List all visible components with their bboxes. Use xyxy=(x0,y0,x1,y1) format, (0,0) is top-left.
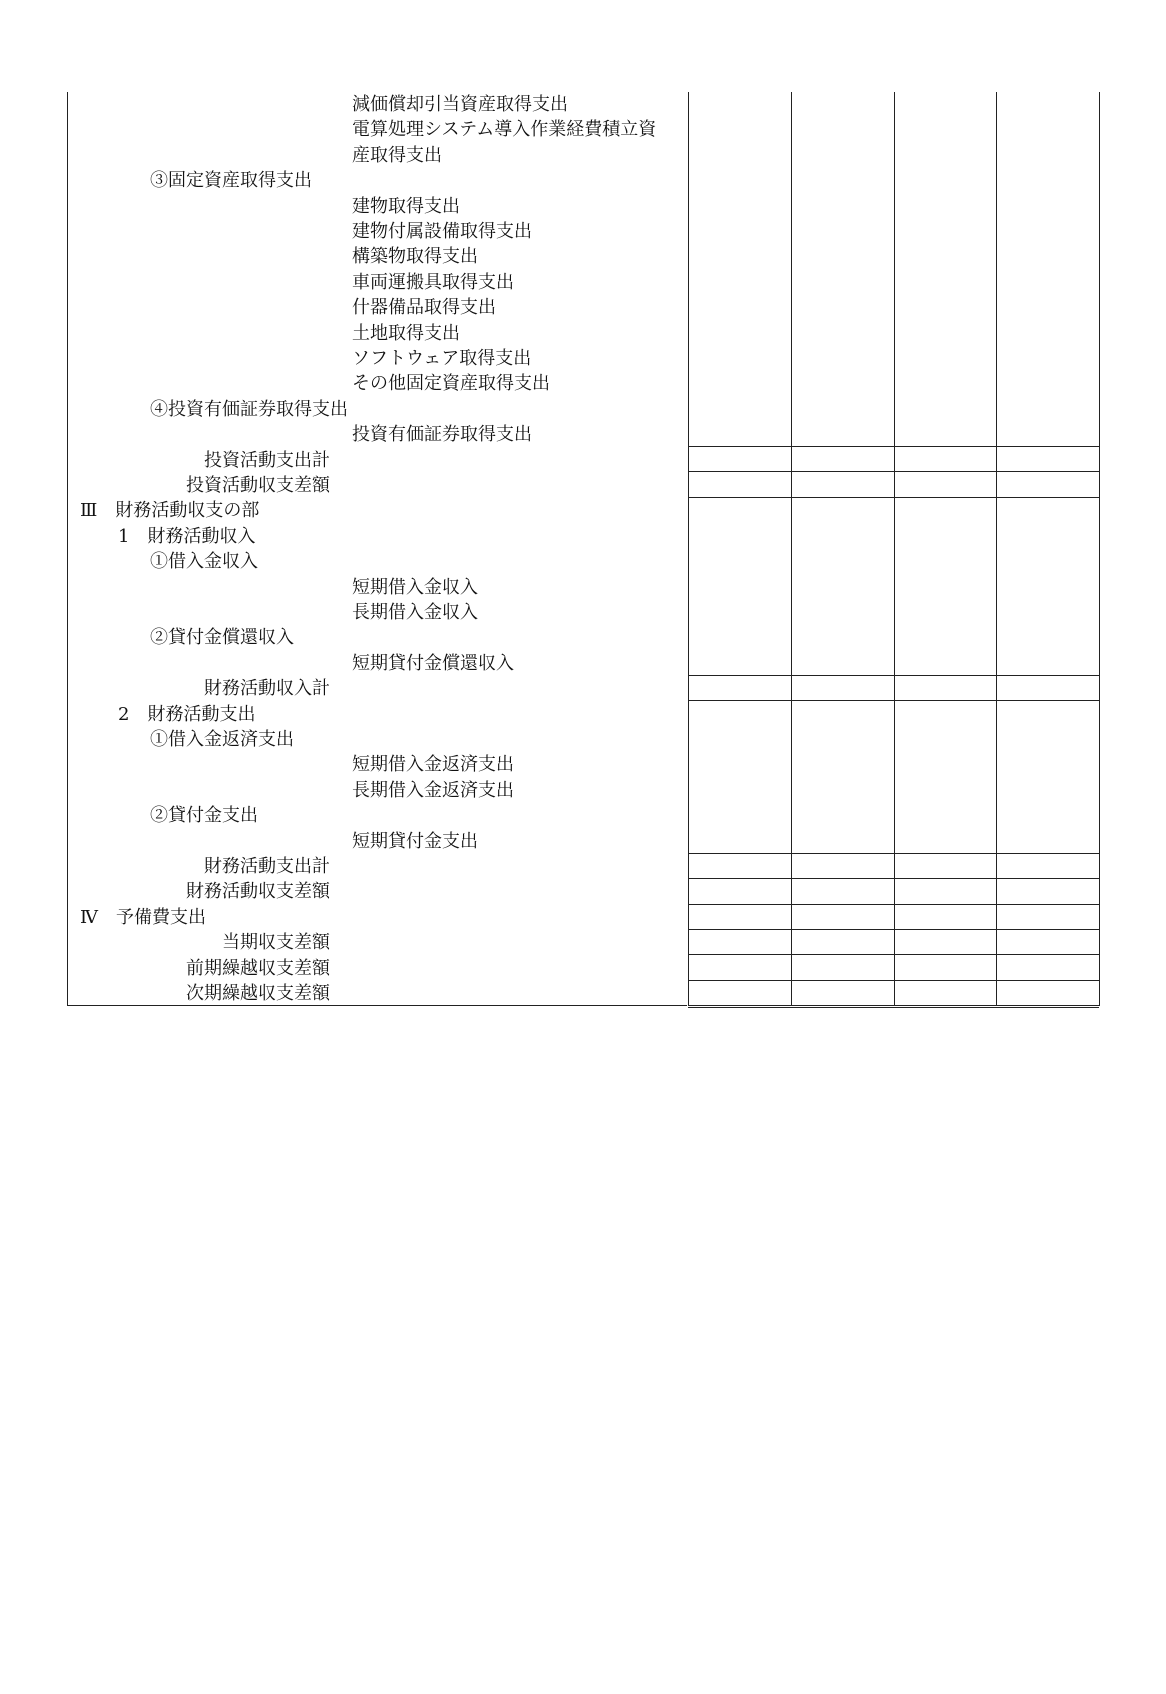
subtotal-rule xyxy=(688,980,1099,981)
account-item-label: 投資有価証券取得支出 xyxy=(352,424,532,446)
amount-column-divider xyxy=(688,92,689,1006)
account-item-label: 長期借入金返済支出 xyxy=(352,779,514,801)
account-item-label: 減価償却引当資産取得支出 xyxy=(352,94,568,115)
account-item-label: 土地取得支出 xyxy=(352,322,460,344)
account-item-label: 短期借入金収入 xyxy=(352,576,478,598)
total-row-label: 財務活動収入計 xyxy=(204,678,330,700)
subtotal-rule xyxy=(688,929,1099,930)
subtotal-rule xyxy=(688,700,1099,701)
amount-column-divider xyxy=(894,92,895,1006)
subtotal-rule xyxy=(688,853,1099,854)
amount-column-divider xyxy=(791,92,792,1006)
account-item-label: 建物付属設備取得支出 xyxy=(352,221,532,242)
account-item-label: 建物取得支出 xyxy=(352,195,460,217)
total-row-label: 投資活動支出計 xyxy=(204,449,330,471)
subtotal-rule xyxy=(688,954,1099,955)
account-item-label: 短期貸付金支出 xyxy=(352,830,478,852)
account-item-label: ソフトウェア取得支出 xyxy=(352,348,532,369)
total-row-label: 当期収支差額 xyxy=(222,932,330,954)
section-heading: Ⅳ 予備費支出 xyxy=(80,906,206,928)
account-item-label: 車両運搬具取得支出 xyxy=(352,271,514,293)
total-row-label: 財務活動支出計 xyxy=(204,856,330,877)
subtotal-rule xyxy=(688,446,1099,447)
subtotal-rule xyxy=(688,675,1099,676)
section-heading: ①借入金返済支出 xyxy=(150,729,294,750)
total-row-label: 投資活動収支差額 xyxy=(186,475,330,496)
section-heading: Ⅲ 財務活動収支の部 xyxy=(80,500,260,522)
total-row-label: 次期繰越収支差額 xyxy=(186,983,330,1004)
account-item-label: 短期借入金返済支出 xyxy=(352,754,514,776)
section-heading: 2 財務活動支出 xyxy=(118,703,256,725)
account-item-label: 産取得支出 xyxy=(352,144,442,166)
account-item-label: 電算処理システム導入作業経費積立資 xyxy=(352,119,657,141)
account-item-label: 構築物取得支出 xyxy=(352,246,478,268)
section-heading: ①借入金収入 xyxy=(150,551,258,573)
section-heading: ②貸付金償還収入 xyxy=(150,627,294,649)
subtotal-rule xyxy=(688,878,1099,879)
total-row-label: 前期繰越収支差額 xyxy=(186,957,330,979)
amount-column-divider xyxy=(1099,92,1100,1006)
account-item-label: 什器備品取得支出 xyxy=(352,297,496,319)
account-item-label: 長期借入金収入 xyxy=(352,602,478,623)
amount-column-divider xyxy=(996,92,997,1006)
section-heading: 1 財務活動収入 xyxy=(118,525,256,547)
subtotal-rule xyxy=(688,471,1099,472)
account-item-label: 短期貸付金償還収入 xyxy=(352,652,514,674)
section-heading: ③固定資産取得支出 xyxy=(150,170,312,192)
table-bottom-double-rule xyxy=(688,1005,1099,1008)
subtotal-rule xyxy=(688,904,1099,905)
total-row-label: 財務活動収支差額 xyxy=(186,881,330,903)
section-heading: ④投資有価証券取得支出 xyxy=(150,398,348,420)
account-item-label: その他固定資産取得支出 xyxy=(352,373,550,395)
subtotal-rule xyxy=(688,497,1099,498)
section-heading: ②貸付金支出 xyxy=(150,805,258,827)
